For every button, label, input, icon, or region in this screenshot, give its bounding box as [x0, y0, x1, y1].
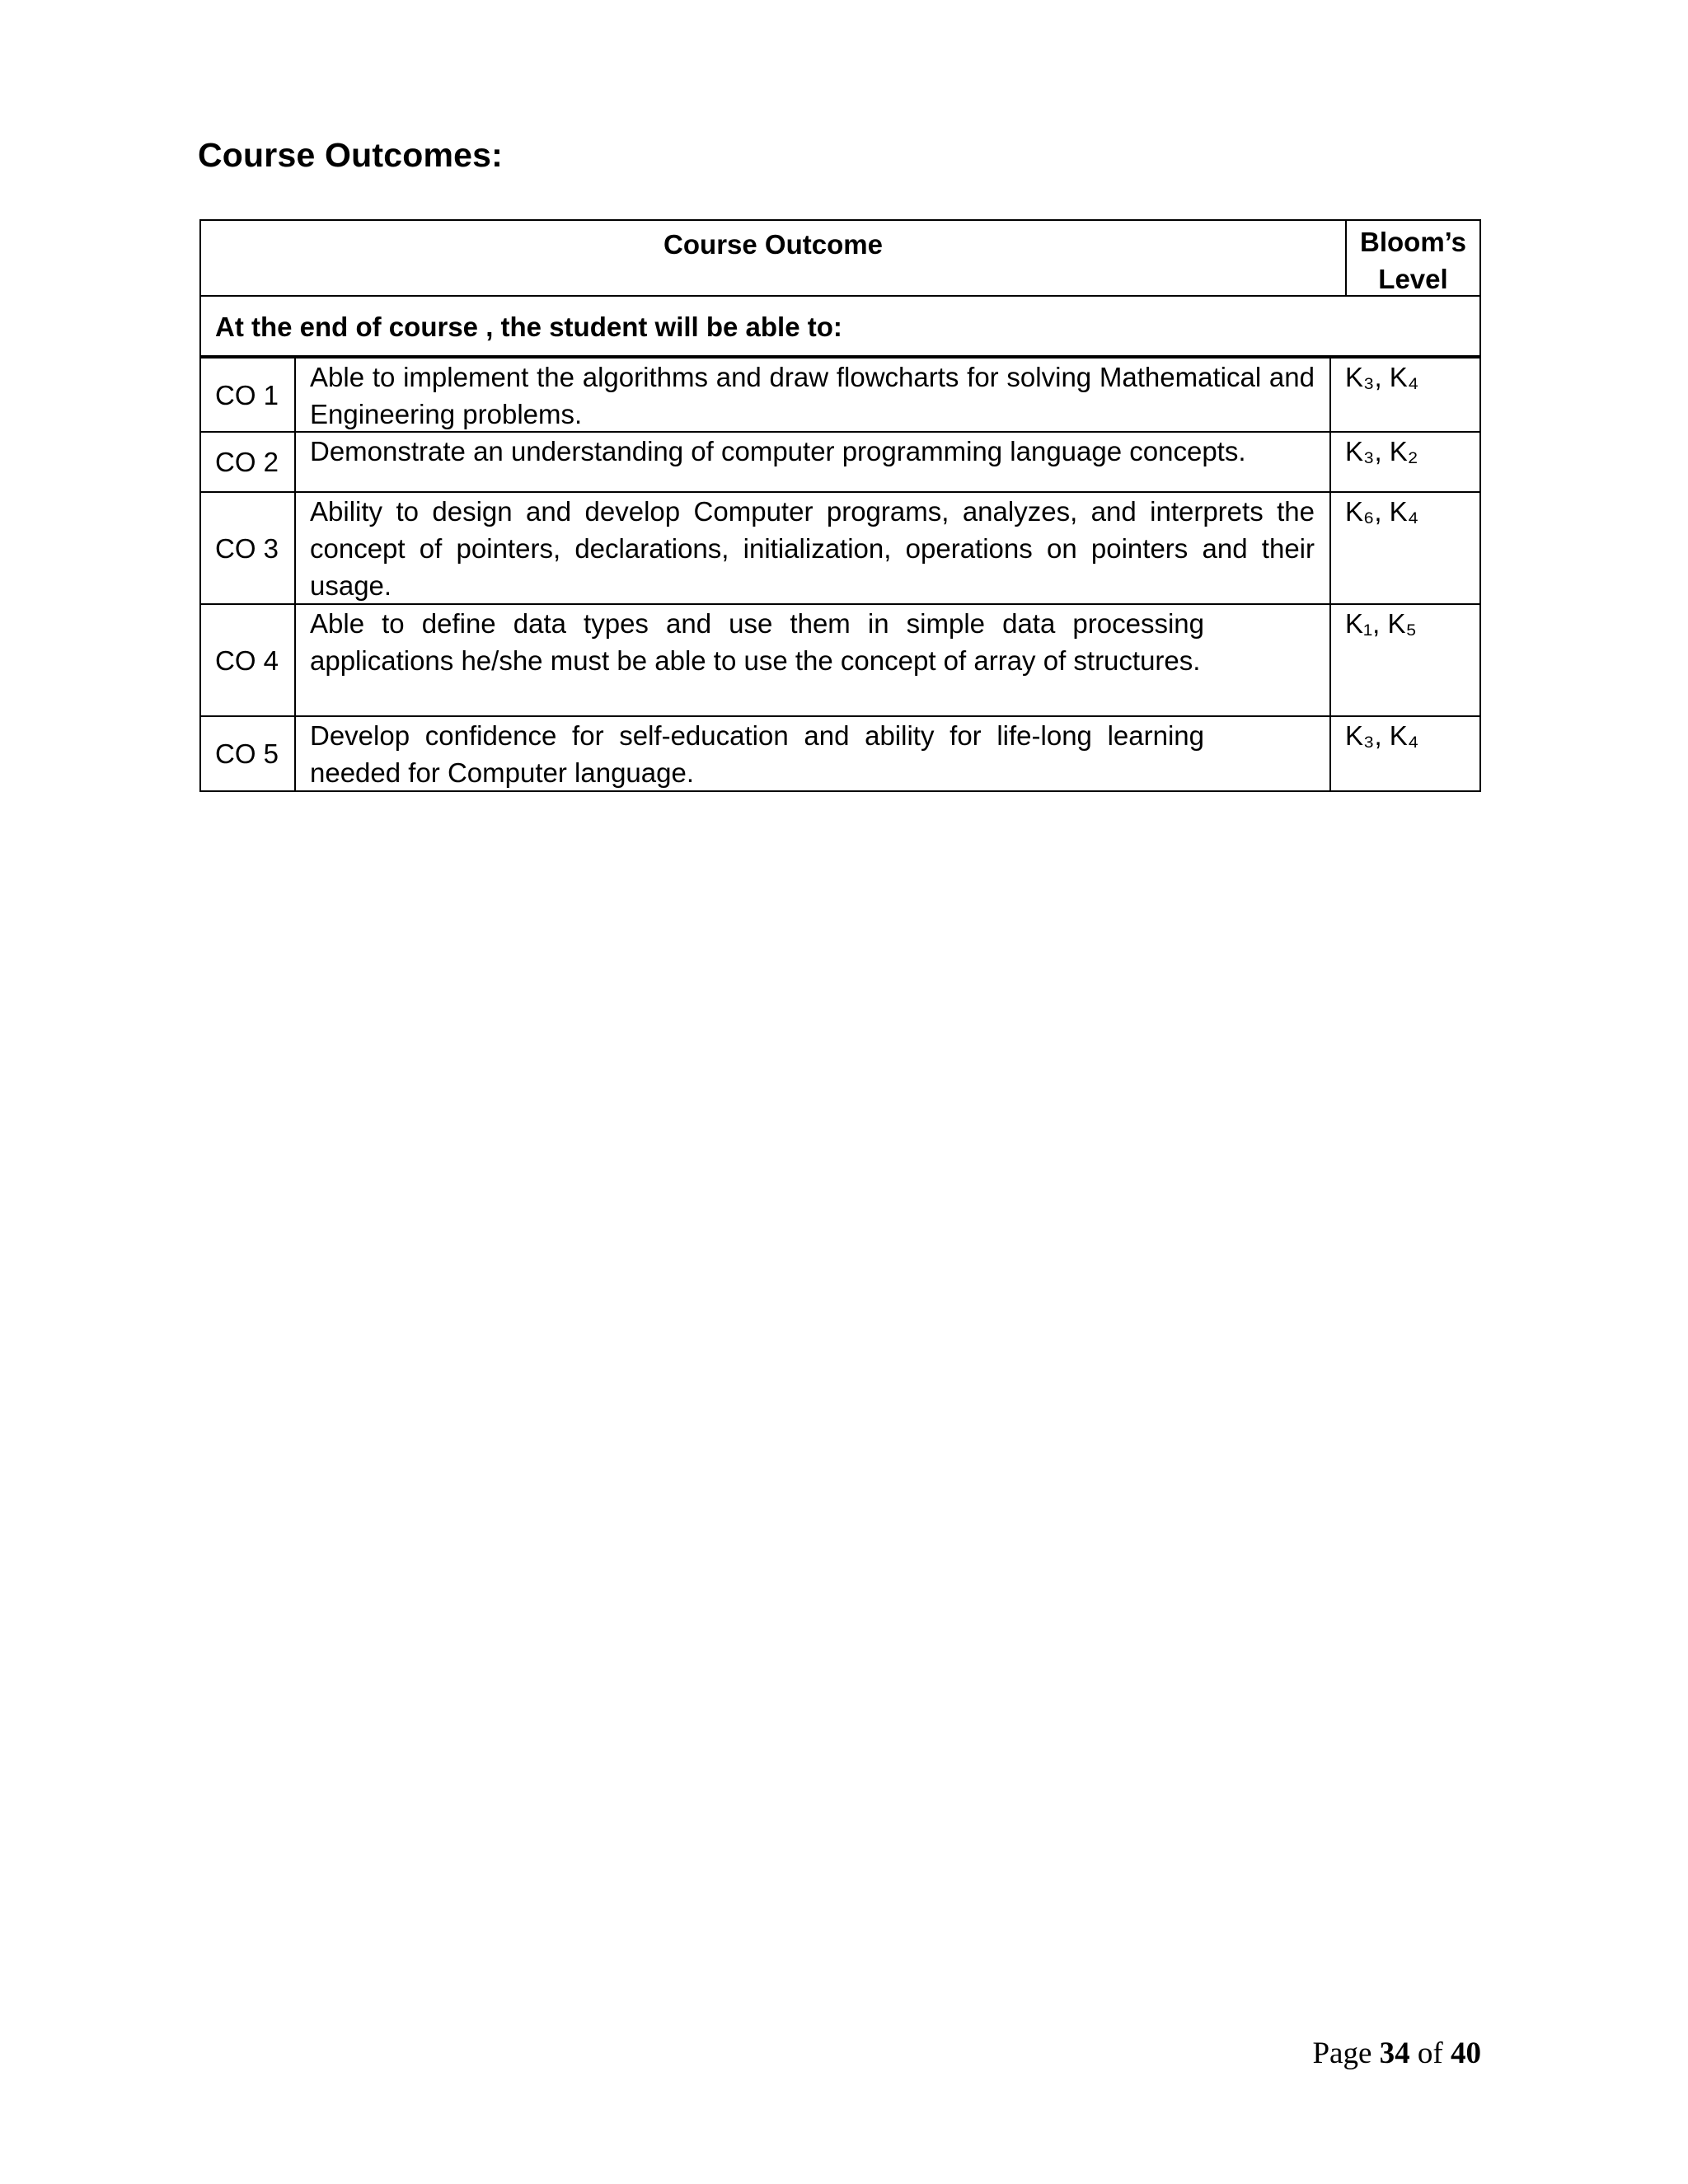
table-row — [199, 603, 1481, 717]
co-level: K₆, K₄ — [1345, 496, 1419, 527]
of-word: of — [1417, 2036, 1443, 2070]
table-row — [199, 491, 1481, 605]
page-word: Page — [1312, 2036, 1372, 2070]
current-page: 34 — [1379, 2036, 1410, 2070]
co-text: Demonstrate an understanding of computer programming language concepts. — [296, 433, 1331, 491]
table-row — [199, 357, 1481, 433]
co-id: CO 5 — [201, 717, 296, 790]
co-id: CO 4 — [201, 605, 296, 715]
table-row — [199, 431, 1481, 493]
co-text: Develop confidence for self-education and ability for life-long learning needed for Computer language. — [296, 717, 1331, 790]
co-text: Able to implement the algorithms and draw flowcharts for solving Mathematical and Engineering problems. — [296, 359, 1331, 431]
co-id: CO 3 — [201, 493, 296, 603]
header-course-outcome: Course Outcome — [663, 229, 883, 260]
total-pages: 40 — [1451, 2036, 1481, 2070]
co-id: CO 1 — [201, 359, 296, 431]
co-text: Ability to design and develop Computer programs, analyzes, and interprets the concept of pointers, declarations, initialization, operations on pointers and their usage. — [296, 493, 1331, 603]
header-blooms-line2: Level — [1378, 264, 1448, 294]
co-level: K₃, K₄ — [1345, 720, 1419, 751]
intro-text: At the end of course , the student will be able to: — [215, 312, 842, 342]
table-intro-row — [199, 295, 1481, 357]
header-blooms-line1: Bloom’s — [1360, 227, 1466, 257]
co-level: K₃, K₂ — [1345, 436, 1418, 466]
co-level: K₃, K₄ — [1345, 362, 1419, 392]
co-text: Able to define data types and use them in simple data processing applications he/she must be able to use the concept of array of structures. — [296, 605, 1331, 715]
co-id: CO 2 — [201, 433, 296, 491]
page-heading: Course Outcomes: — [198, 136, 503, 174]
header-blooms-level — [1345, 221, 1479, 295]
co-level: K₁, K₅ — [1345, 608, 1417, 639]
course-outcomes-table — [199, 219, 1481, 792]
page-number — [1312, 2036, 1481, 2071]
table-row — [199, 715, 1481, 792]
table-header-row — [199, 219, 1481, 297]
